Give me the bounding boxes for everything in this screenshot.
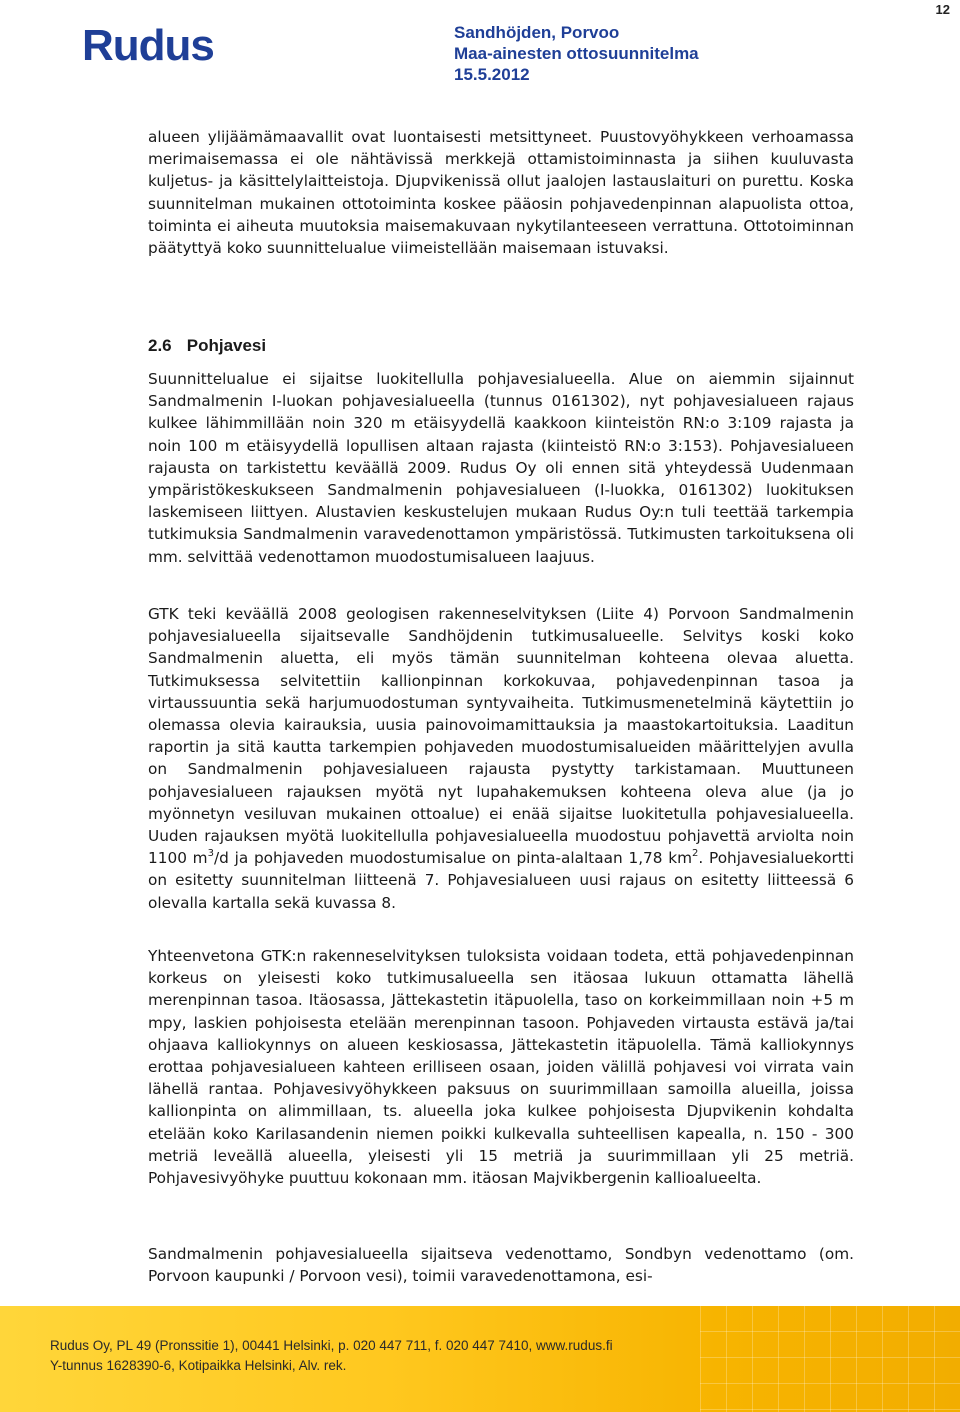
- header-date: 15.5.2012: [454, 65, 530, 84]
- rudus-logo: Rudus: [82, 21, 214, 70]
- section-number: 2.6: [148, 336, 172, 355]
- document-header: [454, 22, 699, 85]
- header-document-title: Maa-ainesten ottosuunnitelma: [454, 44, 699, 63]
- paragraph-3-text: Yhteenvetona GTK:n rakenneselvityksen tuloksista voidaan todeta, että pohjavedenpinnan korkeus on yleisesti koko tutkimusalueella sen itäosaa lukuun ottamatta lähellä merenpinnan tasoa. Itäosassa, Jättekastetin itäpuolella, taso on korkeimmillaan noin +5 m mpy, laskien pohjoisesta etelään merenpinnan tasoon. Pohjaveden virtausta estävä ja/tai ohjaava kalliokynnys on alueen keskiosassa, Jättekastetin itäpuolella. Tämä kalliokynnys erottaa pohjavesialueen kahteen erilliseen osaan, joiden välillä pohjavesi voi virrata vain lähellä rantaa. Pohjavesivyöhykkeen paksuus on suurimmillaan samoilla alueilla, joissa kallionpinta on alimmillaan, ts. alueella joka kulkee pohjoisesta Djupvikenin kohdalta etelään koko Karilasandenin niemen poikki kulkevalla suhteellisen kapealla, n. 150 - 300 metriä leveällä alueella, yleisesti yli 15 metriä ja suurimmillaan yli 25 metriä. Pohjavesivyöhyke puuttuu kokonaan mm. itäosan Majvikbergenin kallioalueelta.: [148, 947, 854, 1188]
- paragraph-1: [148, 368, 854, 568]
- paragraph-3: [148, 945, 854, 1189]
- footer-registration: Y-tunnus 1628390-6, Kotipaikka Helsinki, Alv. rek.: [50, 1358, 347, 1373]
- paragraph-1-text: Suunnittelualue ei sijaitse luokitellulla pohjavesialueella. Alue on aiemmin sijainnut Sandmalmenin I-luokan pohjavesialueella (tunnus 0161302), nyt pohjavesialueen rajaus kulkee lähimmillään noin 320 m etäisyydellä kaakkoon kiinteistön RN:o 3:109 rajasta ja noin 100 m etäisyydellä lopullisen altaan rajasta (kiinteistö RN:o 3:153). Pohjavesialueen rajausta on tarkistettu keväällä 2009. Rudus Oy oli ennen sitä yhteydessä Uudenmaan ympäristökeskukseen Sandmalmenin pohjavesialueen (I-luokka, 0161302) luokituksen laskemiseen liittyen. Alustavien keskustelujen mukaan Rudus Oy:n tuli teettää tarkempia tutkimuksia Sandmalmenin varavedenottamon ympäristössä. Tutkimusten tarkoituksena oli mm. selvittää vedenottamon muodostumisalueen laajuus.: [148, 370, 854, 566]
- footer-contact: Rudus Oy, PL 49 (Pronssitie 1), 00441 Helsinki, p. 020 447 711, f. 020 447 7410, www.rudus.fi: [50, 1338, 613, 1353]
- paragraph-2-part3: . Pohjavesialuekortti on esitetty suunnitelman liitteenä 7. Pohjavesialueen uusi rajaus on esitetty liitteessä 6 olevalla kartalla sekä kuvassa 8.: [148, 849, 854, 912]
- header-location: Sandhöjden, Porvoo: [454, 23, 620, 42]
- paragraph-2-part1: GTK teki keväällä 2008 geologisen rakenneselvityksen (Liite 4) Porvoon Sandmalmenin pohjavesialueella sijaitsevalle Sandhöjdenin tutkimusalueelle. Selvitys koski koko Sandmalmenin aluetta, eli myös tämän suunnitelman kohteena olevaa aluetta. Tutkimuksessa selvitettiin kallionpinnan korkokuvaa, pohjavedenpinnan tasoa ja virtaussuuntia sekä harjumuodostuman syntyvaiheita. Tutkimusmenetelminä käytettiin jo olemassa olevia kairauksia, uusia painovoimamittauksia ja maastokartoituksia. Laaditun raportin ja sitä kautta tarkempien pohjaveden muodostumisalueiden määrittelyjen avulla on Sandmalmenin pohjavesialueen rajausta pystytty tarkistamaan. Muuttuneen pohjavesialueen rajauksen myötä nyt lupahakemuksen kohteena oleva alue (ja jo myönnetyn vesiluvan mukainen ottoalue) ei enää sijaitse luokitetulla pohjavesialueella. Uuden rajauksen myötä luokitellulla pohjavesialueella muodostuu pohjavettä arviolta noin 1100 m: [148, 605, 854, 868]
- superscript-2: 2: [692, 848, 699, 860]
- section-heading: [148, 336, 266, 356]
- paragraph-2-part2: /d ja pohjaveden muodostumisalue on pinta-alaltaan 1,78 km: [213, 849, 693, 868]
- section-title: Pohjavesi: [186, 336, 267, 355]
- paragraph-2: [148, 603, 854, 914]
- paragraph-2-text: [148, 603, 854, 914]
- paragraph-4: [148, 1243, 854, 1287]
- footer: [0, 1306, 960, 1412]
- paragraph-4-text: Sandmalmenin pohjavesialueella sijaitseva vedenottamo, Sondbyn vedenottamo (om. Porvoon kaupunki / Porvoon vesi), toimii varavedenottamona, esi-: [148, 1245, 854, 1286]
- superscript-3: 3: [207, 848, 214, 860]
- page-number: 12: [935, 2, 950, 17]
- footer-pattern: [700, 1306, 960, 1412]
- intro-paragraph: [148, 126, 854, 259]
- footer-text: [50, 1336, 613, 1376]
- intro-paragraph-text: alueen ylijäämämaavallit ovat luontaisesti metsittyneet. Puustovyöhykkeen verhoamassa merimaisemassa ei ole nähtävissä merkkejä ottamistoiminnasta ja siihen kuuluvasta kuljetus- ja käsittelylaitteistoja. Djupvikenissä ollut jaalojen lastauslaituri on purettu. Koska suunnitelman mukainen ottotoiminta koskee pääosin pohjavedenpinnan alapuolista ottoa, toiminta ei aiheuta muutoksia maisemakuvaan nykytilanteeseen verrattuna. Ottotoiminnan päätyttyä koko suunnittelualue viimeistellään maisemaan istuvaksi.: [148, 128, 854, 258]
